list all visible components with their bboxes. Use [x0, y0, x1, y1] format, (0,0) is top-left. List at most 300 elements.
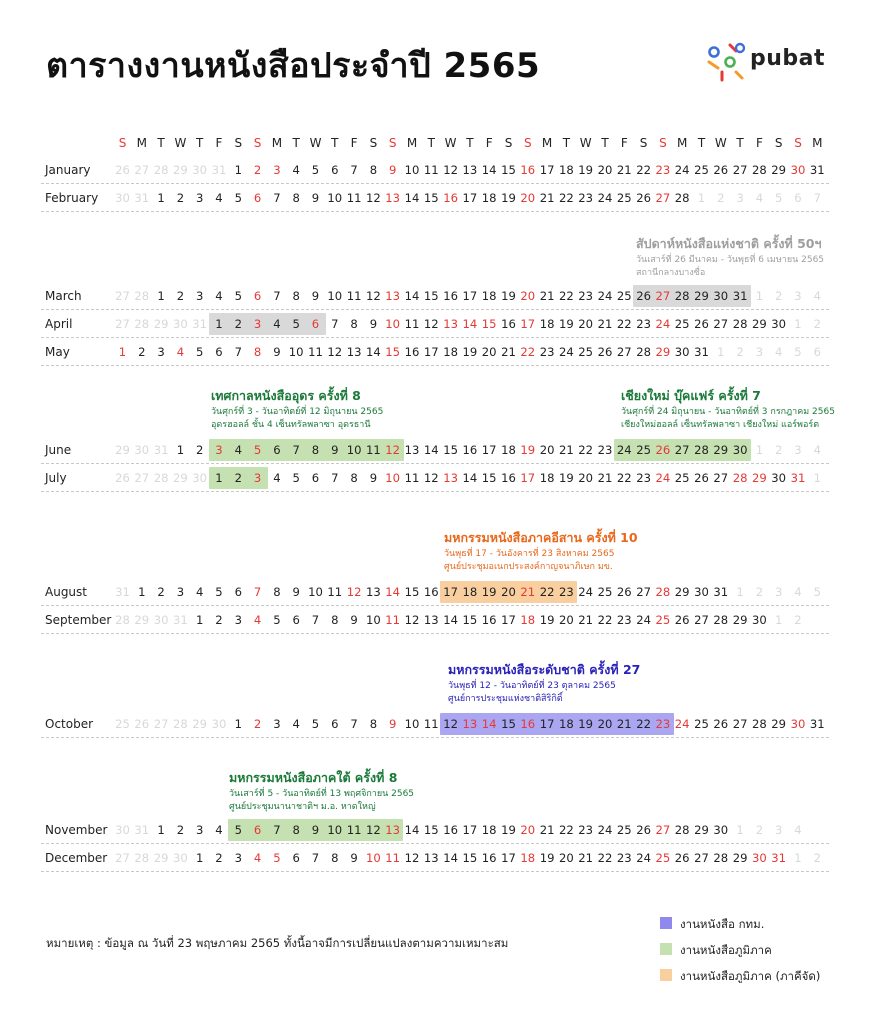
day-cell: 9: [311, 289, 320, 303]
day-cell: 15: [481, 471, 497, 485]
day-cell: 14: [462, 471, 478, 485]
day-cell: 14: [481, 163, 497, 177]
day-cell: 6: [331, 163, 339, 177]
day-cell: 2: [774, 443, 783, 457]
day-cell: 25: [674, 317, 690, 331]
day-cell: 29: [153, 851, 169, 865]
day-cell: 20: [578, 317, 594, 331]
day-cell: 23: [655, 717, 671, 731]
day-cell: 24: [636, 851, 651, 865]
day-cell: 4: [774, 345, 783, 359]
day-cell: 1: [215, 471, 223, 485]
day-cell: 20: [559, 613, 574, 627]
row-divider: [41, 843, 829, 844]
day-cell: 10: [385, 471, 401, 485]
pubat-logo-text: pubat: [750, 46, 826, 71]
day-cell: 11: [423, 717, 439, 731]
day-cell: 26: [115, 471, 130, 485]
day-cell: 21: [539, 823, 555, 837]
day-cell: 29: [771, 717, 787, 731]
day-cell: 27: [732, 163, 748, 177]
day-cell: 20: [559, 851, 574, 865]
day-cell: 3: [195, 191, 204, 205]
day-cell: 16: [501, 471, 516, 485]
day-cell: 26: [134, 717, 150, 731]
day-cell: 15: [481, 317, 497, 331]
event-title: มหกรรมหนังสือภาคใต้ ครั้งที่ 8: [229, 770, 398, 785]
day-cell: 28: [636, 345, 651, 359]
weekday-header: F: [755, 136, 763, 150]
day-cell: 7: [331, 471, 339, 485]
day-cell: 27: [732, 717, 748, 731]
day-cell: 16: [443, 191, 458, 205]
day-cell: 4: [813, 289, 821, 303]
day-cell: 9: [369, 471, 378, 485]
day-cell: 4: [755, 191, 764, 205]
day-cell: 5: [273, 851, 281, 865]
day-cell: 8: [331, 851, 339, 865]
day-cell: 31: [134, 191, 150, 205]
weekday-header: S: [504, 136, 513, 150]
day-cell: 16: [520, 717, 536, 731]
day-cell: 15: [501, 717, 516, 731]
day-cell: 28: [674, 191, 690, 205]
day-cell: 3: [794, 289, 802, 303]
day-cell: 7: [253, 585, 262, 599]
day-cell: 27: [636, 585, 651, 599]
day-cell: 23: [578, 289, 594, 303]
day-cell: 21: [616, 717, 632, 731]
day-cell: 21: [501, 345, 516, 359]
day-cell: 30: [192, 163, 208, 177]
day-cell: 2: [234, 471, 242, 485]
day-cell: 31: [732, 289, 748, 303]
day-cell: 30: [211, 717, 227, 731]
month-label: November: [45, 823, 108, 837]
day-cell: 13: [443, 471, 458, 485]
day-cell: 2: [176, 823, 185, 837]
day-cell: 1: [234, 163, 242, 177]
day-cell: 9: [350, 851, 358, 865]
day-cell: 30: [694, 585, 709, 599]
day-cell: 23: [578, 191, 594, 205]
day-cell: 27: [655, 191, 671, 205]
event-venue: เชียงใหม่ฮอลล์ เซ็นทรัลพลาซา เชียงใหม่ แอร์พอร์ต: [621, 420, 820, 430]
day-cell: 29: [713, 443, 729, 457]
event-dates: วันศุกร์ที่ 3 - วันอาทิตย์ที่ 12 มิถุนายน 2565: [211, 407, 384, 417]
day-cell: 8: [350, 471, 358, 485]
day-cell: 31: [115, 585, 130, 599]
day-cell: 5: [794, 345, 802, 359]
day-cell: 18: [520, 851, 536, 865]
day-cell: 22: [636, 717, 651, 731]
day-cell: 15: [462, 613, 478, 627]
day-cell: 5: [292, 471, 300, 485]
day-cell: 14: [404, 289, 420, 303]
day-cell: 14: [443, 613, 458, 627]
day-cell: 24: [597, 289, 613, 303]
day-cell: 5: [273, 613, 281, 627]
day-cell: 29: [655, 345, 671, 359]
day-cell: 30: [771, 471, 787, 485]
day-cell: 5: [311, 163, 320, 177]
day-cell: 1: [138, 585, 146, 599]
day-cell: 10: [404, 717, 420, 731]
day-cell: 13: [423, 851, 439, 865]
day-cell: 30: [134, 443, 150, 457]
day-cell: 19: [578, 717, 594, 731]
day-cell: 5: [234, 289, 242, 303]
day-cell: 9: [311, 191, 320, 205]
day-cell: 10: [404, 163, 420, 177]
day-cell: 20: [520, 289, 536, 303]
day-cell: 11: [366, 443, 381, 457]
row-divider: [41, 737, 829, 738]
day-cell: 17: [462, 823, 478, 837]
day-cell: 4: [176, 345, 185, 359]
event-national-book-week: [636, 234, 824, 280]
day-cell: 7: [273, 823, 281, 837]
row-divider: [41, 871, 829, 872]
day-cell: 1: [736, 585, 744, 599]
day-cell: 5: [292, 317, 300, 331]
day-cell: 15: [462, 851, 478, 865]
day-cell: 1: [195, 613, 204, 627]
day-cell: 3: [273, 717, 281, 731]
day-cell: 31: [211, 163, 227, 177]
day-cell: 19: [539, 851, 555, 865]
day-cell: 11: [385, 613, 401, 627]
event-dates: วันเสาร์ที่ 26 มีนาคม - วันพุธที่ 6 เมษายน 2565: [636, 255, 825, 265]
day-cell: 8: [331, 613, 339, 627]
day-cell: 29: [752, 317, 767, 331]
weekday-header: M: [136, 136, 147, 150]
day-cell: 7: [311, 613, 320, 627]
row-divider: [41, 337, 829, 338]
day-cell: 10: [346, 443, 362, 457]
day-cell: 26: [694, 471, 709, 485]
day-cell: 28: [153, 163, 169, 177]
day-cell: 1: [697, 191, 706, 205]
day-cell: 12: [404, 851, 420, 865]
day-cell: 11: [327, 585, 343, 599]
day-cell: 31: [771, 851, 787, 865]
day-cell: 16: [443, 823, 458, 837]
day-cell: 1: [157, 823, 165, 837]
day-cell: 29: [694, 823, 709, 837]
day-cell: 25: [655, 851, 671, 865]
day-cell: 3: [176, 585, 185, 599]
legend-label: งานหนังสือภูมิภาค: [680, 943, 772, 957]
day-cell: 4: [215, 191, 223, 205]
day-cell: 2: [195, 443, 204, 457]
day-cell: 28: [674, 823, 690, 837]
day-cell: 13: [462, 163, 478, 177]
day-cell: 17: [539, 717, 555, 731]
day-cell: 30: [173, 851, 188, 865]
day-cell: 13: [385, 289, 401, 303]
day-cell: 18: [481, 289, 497, 303]
legend-swatch: [660, 943, 672, 955]
day-cell: 8: [292, 289, 300, 303]
day-cell: 20: [597, 717, 613, 731]
day-cell: 4: [292, 163, 300, 177]
event-chiangmai-book-fair: [621, 386, 835, 432]
day-cell: 4: [215, 289, 223, 303]
day-cell: 11: [404, 471, 420, 485]
day-cell: 9: [311, 823, 320, 837]
day-cell: 17: [443, 585, 458, 599]
event-venue: ศูนย์ประชุมนานาชาติฯ ม.อ. หาดใหญ่: [229, 802, 376, 812]
day-cell: 25: [578, 345, 594, 359]
day-cell: 26: [694, 317, 709, 331]
day-cell: 13: [385, 823, 401, 837]
day-cell: 2: [736, 345, 744, 359]
day-cell: 4: [215, 823, 223, 837]
day-cell: 26: [674, 851, 690, 865]
day-cell: 9: [273, 345, 281, 359]
day-cell: 24: [674, 717, 690, 731]
day-cell: 6: [292, 851, 300, 865]
weekday-header: T: [697, 136, 706, 150]
row-divider: [41, 211, 829, 212]
day-cell: 10: [366, 851, 381, 865]
day-cell: 7: [292, 443, 300, 457]
day-cell: 31: [694, 345, 709, 359]
day-cell: 26: [115, 163, 130, 177]
day-cell: 2: [813, 317, 821, 331]
day-cell: 24: [655, 471, 671, 485]
day-cell: 8: [369, 717, 378, 731]
day-cell: 28: [674, 289, 690, 303]
day-cell: 15: [423, 289, 439, 303]
day-cell: 12: [346, 585, 362, 599]
day-cell: 4: [794, 585, 802, 599]
day-cell: 2: [234, 317, 242, 331]
day-cell: 29: [674, 585, 690, 599]
day-cell: 4: [253, 613, 262, 627]
day-cell: 13: [385, 191, 401, 205]
day-cell: 23: [578, 823, 594, 837]
day-cell: 30: [192, 471, 208, 485]
day-cell: 12: [366, 289, 381, 303]
day-cell: 14: [404, 191, 420, 205]
day-cell: 2: [176, 191, 185, 205]
day-cell: 17: [462, 191, 478, 205]
day-cell: 10: [366, 613, 381, 627]
day-cell: 2: [253, 163, 262, 177]
day-cell: 31: [809, 717, 825, 731]
day-cell: 13: [366, 585, 381, 599]
month-label: April: [45, 317, 73, 331]
weekday-header: F: [215, 136, 223, 150]
day-cell: 22: [559, 823, 574, 837]
day-cell: 30: [713, 289, 729, 303]
day-cell: 6: [253, 289, 262, 303]
weekday-header: W: [444, 136, 457, 150]
month-label: August: [45, 585, 87, 599]
day-cell: 20: [597, 163, 613, 177]
day-cell: 16: [404, 345, 420, 359]
day-cell: 27: [616, 345, 632, 359]
day-cell: 21: [578, 613, 594, 627]
day-cell: 14: [481, 717, 497, 731]
row-divider: [41, 365, 829, 366]
day-cell: 7: [273, 191, 281, 205]
day-cell: 18: [443, 345, 458, 359]
weekday-header: S: [639, 136, 648, 150]
day-cell: 31: [809, 163, 825, 177]
day-cell: 25: [115, 717, 130, 731]
day-cell: 19: [520, 443, 536, 457]
month-label: October: [45, 717, 94, 731]
day-cell: 22: [578, 443, 594, 457]
day-cell: 21: [539, 289, 555, 303]
day-cell: 1: [774, 613, 783, 627]
weekday-header: F: [620, 136, 628, 150]
weekday-header: F: [485, 136, 493, 150]
day-cell: 26: [636, 191, 651, 205]
day-cell: 28: [173, 717, 188, 731]
day-cell: 6: [813, 345, 821, 359]
day-cell: 2: [215, 613, 223, 627]
day-cell: 29: [732, 613, 748, 627]
day-cell: 9: [292, 585, 300, 599]
day-cell: 25: [616, 289, 632, 303]
day-cell: 24: [559, 345, 574, 359]
weekday-header: T: [466, 136, 474, 150]
day-cell: 2: [138, 345, 146, 359]
weekday-header: S: [253, 136, 262, 150]
day-cell: 25: [655, 613, 671, 627]
day-cell: 18: [481, 823, 497, 837]
day-cell: 8: [311, 443, 320, 457]
day-cell: 30: [674, 345, 690, 359]
day-cell: 30: [752, 851, 767, 865]
weekday-header: T: [562, 136, 571, 150]
event-title: มหกรรมหนังสือระดับชาติ ครั้งที่ 27: [448, 662, 641, 677]
day-cell: 18: [501, 443, 516, 457]
day-cell: 12: [443, 163, 458, 177]
month-label: July: [45, 471, 67, 485]
day-cell: 6: [292, 613, 300, 627]
day-cell: 6: [331, 717, 339, 731]
event-title: เทศกาลหนังสืออุดร ครั้งที่ 8: [211, 388, 361, 403]
event-isan-book-fair: [444, 528, 638, 574]
day-cell: 18: [559, 163, 574, 177]
day-cell: 1: [215, 317, 223, 331]
day-cell: 28: [732, 471, 748, 485]
day-cell: 19: [559, 471, 574, 485]
row-divider: [41, 309, 829, 310]
day-cell: 4: [273, 471, 281, 485]
weekday-header: T: [601, 136, 609, 150]
day-cell: 3: [794, 443, 802, 457]
event-udon-book-fair: [211, 386, 383, 432]
day-cell: 27: [134, 163, 150, 177]
day-cell: 20: [520, 823, 536, 837]
day-cell: 30: [115, 191, 130, 205]
event-dates: วันเสาร์ที่ 5 - วันอาทิตย์ที่ 13 พฤศจิกายน 2565: [229, 789, 415, 799]
day-cell: 9: [388, 717, 397, 731]
day-cell: 26: [597, 345, 613, 359]
event-title: เชียงใหม่ บุ๊คแฟร์ ครั้งที่ 7: [621, 388, 761, 403]
day-cell: 28: [752, 163, 767, 177]
month-label: June: [45, 443, 72, 457]
day-cell: 18: [462, 585, 478, 599]
day-cell: 23: [559, 585, 574, 599]
day-cell: 23: [597, 443, 613, 457]
day-cell: 29: [732, 851, 748, 865]
month-label: May: [45, 345, 70, 359]
day-cell: 16: [423, 585, 439, 599]
day-cell: 4: [794, 823, 802, 837]
day-cell: 3: [195, 823, 204, 837]
day-cell: 18: [539, 471, 555, 485]
day-cell: 13: [462, 717, 478, 731]
day-cell: 28: [752, 717, 767, 731]
weekday-header: T: [736, 136, 744, 150]
weekday-header: T: [427, 136, 435, 150]
day-cell: 17: [520, 471, 536, 485]
day-cell: 28: [655, 585, 671, 599]
day-cell: 6: [234, 585, 242, 599]
day-cell: 11: [404, 317, 420, 331]
day-cell: 21: [520, 585, 536, 599]
day-cell: 28: [694, 443, 709, 457]
day-cell: 17: [462, 289, 478, 303]
day-cell: 10: [327, 191, 343, 205]
day-cell: 25: [694, 163, 709, 177]
day-cell: 11: [385, 851, 401, 865]
day-cell: 3: [195, 289, 204, 303]
event-venue: ศูนย์การประชุมแห่งชาติสิริกิติ์: [448, 694, 563, 704]
day-cell: 9: [350, 613, 358, 627]
day-cell: 8: [253, 345, 262, 359]
day-cell: 20: [481, 345, 497, 359]
day-cell: 25: [694, 717, 709, 731]
day-cell: 6: [311, 471, 320, 485]
day-cell: 20: [501, 585, 516, 599]
day-cell: 22: [520, 345, 536, 359]
day-cell: 27: [674, 443, 690, 457]
day-cell: 10: [288, 345, 304, 359]
month-label: January: [45, 163, 91, 177]
legend-swatch: [660, 969, 672, 981]
day-cell: 15: [385, 345, 401, 359]
day-cell: 13: [346, 345, 362, 359]
day-cell: 22: [597, 613, 613, 627]
day-cell: 23: [636, 471, 651, 485]
day-cell: 27: [655, 823, 671, 837]
day-cell: 14: [462, 317, 478, 331]
weekday-header: M: [677, 136, 688, 150]
day-cell: 19: [539, 613, 555, 627]
day-cell: 25: [597, 585, 613, 599]
day-cell: 2: [794, 613, 802, 627]
day-cell: 14: [366, 345, 381, 359]
day-cell: 4: [195, 585, 204, 599]
day-cell: 27: [713, 317, 729, 331]
day-cell: 1: [118, 345, 127, 359]
day-cell: 9: [369, 317, 378, 331]
day-cell: 16: [481, 613, 497, 627]
weekday-header: W: [579, 136, 592, 150]
day-cell: 27: [713, 471, 729, 485]
day-cell: 31: [790, 471, 806, 485]
legend-label: งานหนังสือ กทม.: [680, 917, 765, 931]
day-cell: 15: [443, 443, 458, 457]
